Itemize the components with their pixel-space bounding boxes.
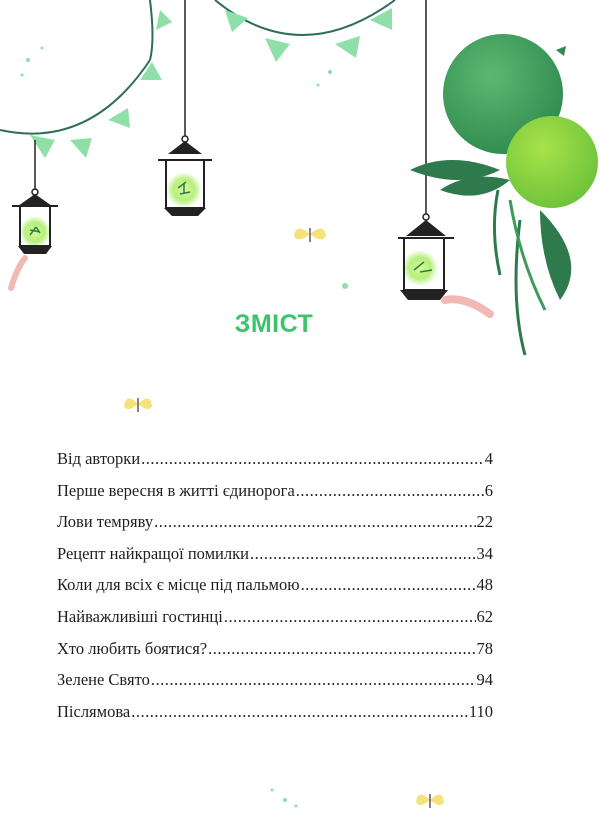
toc-entry-page: 62 [476, 606, 493, 626]
toc-entry-title: Коли для всіх є місце під пальмою [57, 575, 300, 595]
toc-entry[interactable] [57, 481, 493, 513]
toc-entry-title: Найважливіші гостинці [57, 606, 223, 626]
toc-entry[interactable] [57, 575, 493, 607]
toc-entry[interactable] [57, 544, 493, 576]
dot-leader [208, 639, 475, 659]
dot-leader [154, 512, 475, 532]
dot-leader [296, 481, 484, 501]
toc-entry[interactable] [57, 512, 493, 544]
toc-entry-title: Рецепт найкращої помилки [57, 543, 249, 563]
toc-entry-title: Хто любить боятися? [57, 638, 208, 658]
toc-entry-page: 48 [476, 575, 493, 595]
toc-entry[interactable] [57, 639, 493, 671]
butterfly-icon [294, 228, 326, 242]
hanging-lantern-icon [158, 0, 212, 216]
toc-entry-title: Зелене Свято [57, 670, 150, 690]
toc-entry-page: 4 [484, 449, 493, 468]
toc-entry-title: Післямова [57, 701, 131, 721]
toc-entry[interactable] [57, 670, 493, 702]
toc-entry-title: Від авторки [57, 449, 141, 468]
toc-entry-page: 110 [468, 701, 493, 721]
toc-entry-page: 22 [476, 512, 493, 532]
dot-leader [301, 575, 476, 595]
dot-leader [224, 607, 476, 627]
toc-entry-title: Лови темряву [57, 512, 154, 532]
dot-leader [151, 670, 476, 690]
toc-entry-page: 78 [476, 638, 493, 658]
toc-entry-page: 94 [476, 670, 493, 690]
sparkle-dots [271, 789, 298, 808]
toc-entry-page: 34 [476, 543, 493, 563]
toc-entry[interactable] [57, 702, 493, 734]
toc-entry-page: 6 [484, 480, 493, 500]
dot-leader [141, 449, 484, 469]
toc-entry-title: Перше вересня в житті єдинорога [57, 480, 295, 500]
bunting-garland [0, 0, 395, 289]
toc-entry[interactable] [57, 607, 493, 639]
butterfly-icon [416, 794, 444, 808]
dot-leader [131, 702, 468, 722]
hanging-lantern-icon [11, 140, 58, 288]
table-of-contents [57, 449, 493, 733]
page-title: ЗМІСТ [234, 310, 314, 338]
dot-leader [250, 544, 476, 564]
toc-entry[interactable] [57, 449, 493, 481]
butterfly-icon [124, 398, 152, 412]
